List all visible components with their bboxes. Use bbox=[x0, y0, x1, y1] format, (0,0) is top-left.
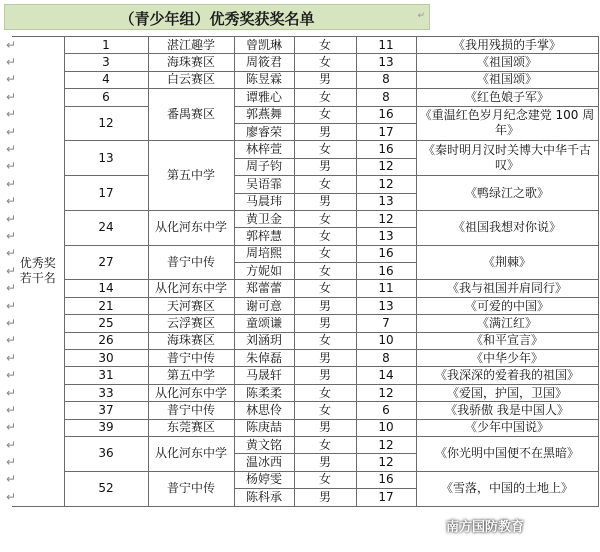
entry-number: 39 bbox=[64, 419, 148, 436]
age-cell: 10 bbox=[356, 419, 416, 436]
name-cell: 廖睿荣 bbox=[234, 123, 294, 140]
age-cell: 16 bbox=[356, 245, 416, 262]
work-cell: 《我骄傲 我是中国人》 bbox=[416, 402, 598, 419]
age-cell: 12 bbox=[356, 436, 416, 453]
gender-cell: 女 bbox=[294, 402, 356, 419]
unit-cell: 普宁中传 bbox=[148, 471, 234, 506]
entry-number: 33 bbox=[64, 384, 148, 401]
work-cell: 《你光明中国便不在黑暗》 bbox=[416, 436, 598, 471]
work-cell: 《雪落，中国的土地上》 bbox=[416, 471, 598, 506]
entry-number: 4 bbox=[64, 71, 148, 88]
unit-cell: 普宁中传 bbox=[148, 350, 234, 367]
age-cell: 12 bbox=[356, 454, 416, 471]
work-cell: 《祖国我想对你说》 bbox=[416, 210, 598, 245]
unit-cell: 湛江趣学 bbox=[148, 37, 234, 54]
name-cell: 陈科承 bbox=[234, 489, 294, 506]
return-mark-icon: ↵ bbox=[6, 107, 17, 122]
name-cell: 方妮如 bbox=[234, 263, 294, 280]
gender-cell: 女 bbox=[294, 471, 356, 488]
work-cell: 《秦时明月汉时关博大中华千古叹》 bbox=[416, 141, 598, 176]
name-cell: 吴语霏 bbox=[234, 176, 294, 193]
age-cell: 12 bbox=[356, 384, 416, 401]
name-cell: 周子钧 bbox=[234, 158, 294, 175]
gender-cell: 男 bbox=[294, 158, 356, 175]
entry-number: 25 bbox=[64, 315, 148, 332]
age-cell: 13 bbox=[356, 228, 416, 245]
table-row bbox=[4, 384, 598, 401]
gender-cell: 女 bbox=[294, 176, 356, 193]
entry-number: 1 bbox=[64, 37, 148, 54]
table-row bbox=[4, 280, 598, 297]
age-cell: 8 bbox=[356, 71, 416, 88]
age-cell: 8 bbox=[356, 350, 416, 367]
return-mark-icon: ↵ bbox=[6, 420, 17, 435]
age-cell: 16 bbox=[356, 263, 416, 280]
table-row bbox=[4, 436, 598, 453]
gender-cell: 男 bbox=[294, 315, 356, 332]
work-cell: 《我深深的爱着我的祖国》 bbox=[416, 367, 598, 384]
name-cell: 郭梓慧 bbox=[234, 228, 294, 245]
age-cell: 10 bbox=[356, 332, 416, 349]
table-row bbox=[4, 37, 598, 54]
return-mark-icon: ↵ bbox=[6, 263, 17, 278]
name-cell: 黄卫金 bbox=[234, 210, 294, 227]
age-cell: 11 bbox=[356, 280, 416, 297]
age-cell: 8 bbox=[356, 89, 416, 106]
age-cell: 14 bbox=[356, 367, 416, 384]
age-cell: 12 bbox=[356, 176, 416, 193]
gender-cell: 男 bbox=[294, 193, 356, 210]
awards-table bbox=[4, 36, 599, 507]
unit-cell: 第五中学 bbox=[148, 367, 234, 384]
name-cell: 林梓萱 bbox=[234, 141, 294, 158]
table-row bbox=[4, 89, 598, 106]
page-title: （青少年组）优秀奖获奖名单 bbox=[119, 10, 315, 28]
work-cell: 《中华少年》 bbox=[416, 350, 598, 367]
work-cell: 《和平宣言》 bbox=[416, 332, 598, 349]
return-mark-icon: ↵ bbox=[6, 176, 17, 191]
age-cell: 12 bbox=[356, 158, 416, 175]
return-mark-icon: ↵ bbox=[6, 228, 17, 243]
table-row bbox=[4, 350, 598, 367]
name-cell: 周筱君 bbox=[234, 54, 294, 71]
gender-cell: 女 bbox=[294, 141, 356, 158]
name-cell: 陈柔柔 bbox=[234, 384, 294, 401]
return-mark-icon: ↵ bbox=[6, 298, 17, 313]
name-cell: 温冰西 bbox=[234, 454, 294, 471]
table-row bbox=[4, 71, 598, 88]
work-cell: 《重温红色岁月纪念建党 100 周年》 bbox=[416, 106, 598, 141]
unit-cell: 从化河东中学 bbox=[148, 384, 234, 401]
watermark: 南方国防教育 bbox=[446, 520, 525, 535]
return-mark-icon: ↵ bbox=[6, 402, 17, 417]
age-cell: 16 bbox=[356, 141, 416, 158]
gender-cell: 男 bbox=[294, 367, 356, 384]
entry-number: 31 bbox=[64, 367, 148, 384]
entry-number: 13 bbox=[64, 141, 148, 176]
table-row bbox=[4, 176, 598, 193]
work-cell: 《祖国颂》 bbox=[416, 54, 598, 71]
gender-cell: 男 bbox=[294, 419, 356, 436]
name-cell: 郑蕾蕾 bbox=[234, 280, 294, 297]
gender-cell: 女 bbox=[294, 436, 356, 453]
work-cell: 《荆棘》 bbox=[416, 245, 598, 280]
gender-cell: 男 bbox=[294, 454, 356, 471]
name-cell: 黄文铭 bbox=[234, 436, 294, 453]
gender-cell: 男 bbox=[294, 350, 356, 367]
return-mark-icon: ↵ bbox=[6, 350, 17, 365]
entry-number: 37 bbox=[64, 402, 148, 419]
gender-cell: 男 bbox=[294, 489, 356, 506]
gender-cell: 女 bbox=[294, 37, 356, 54]
return-mark-icon: ↵ bbox=[6, 37, 17, 52]
unit-cell: 番禺赛区 bbox=[148, 89, 234, 141]
work-cell: 《红色娘子军》 bbox=[416, 89, 598, 106]
gender-cell: 男 bbox=[294, 71, 356, 88]
return-mark-icon: ↵ bbox=[6, 72, 17, 87]
gender-cell: 女 bbox=[294, 384, 356, 401]
return-mark-icon: ↵ bbox=[6, 55, 17, 70]
table-row bbox=[4, 471, 598, 488]
return-mark-icon: ↵ bbox=[6, 472, 17, 487]
entry-number: 26 bbox=[64, 332, 148, 349]
work-cell: 《祖国颂》 bbox=[416, 71, 598, 88]
return-mark-icon: ↵ bbox=[6, 89, 17, 104]
work-cell: 《可爱的中国》 bbox=[416, 297, 598, 314]
age-cell: 12 bbox=[356, 210, 416, 227]
entry-number: 30 bbox=[64, 350, 148, 367]
age-cell: 17 bbox=[356, 123, 416, 140]
unit-cell: 东莞赛区 bbox=[148, 419, 234, 436]
gender-cell: 女 bbox=[294, 210, 356, 227]
entry-number: 27 bbox=[64, 245, 148, 280]
name-cell: 朱倬磊 bbox=[234, 350, 294, 367]
table-row bbox=[4, 54, 598, 71]
return-mark-icon: ↵ bbox=[6, 368, 17, 383]
name-cell: 林思伶 bbox=[234, 402, 294, 419]
table-row bbox=[4, 297, 598, 314]
unit-cell: 普宁中传 bbox=[148, 245, 234, 280]
work-cell: 《我用残损的手掌》 bbox=[416, 37, 598, 54]
table-row bbox=[4, 245, 598, 262]
award-category: 优秀奖若干名 bbox=[12, 37, 64, 507]
table-row bbox=[4, 419, 598, 436]
gender-cell: 女 bbox=[294, 280, 356, 297]
age-cell: 11 bbox=[356, 37, 416, 54]
age-cell: 16 bbox=[356, 471, 416, 488]
name-cell: 陈昱霖 bbox=[234, 71, 294, 88]
return-mark-icon: ↵ bbox=[6, 455, 17, 470]
work-cell: 《少年中国说》 bbox=[416, 419, 598, 436]
gender-cell: 女 bbox=[294, 332, 356, 349]
age-cell: 7 bbox=[356, 315, 416, 332]
unit-cell: 从化河东中学 bbox=[148, 280, 234, 297]
return-mark-icon: ↵ bbox=[6, 142, 17, 157]
unit-cell: 海珠赛区 bbox=[148, 332, 234, 349]
table-row bbox=[4, 315, 598, 332]
gender-cell: 男 bbox=[294, 123, 356, 140]
entry-number: 24 bbox=[64, 210, 148, 245]
return-mark-icon: ↵ bbox=[6, 489, 17, 504]
return-mark-icon: ↵ bbox=[6, 437, 17, 452]
gender-cell: 女 bbox=[294, 245, 356, 262]
entry-number: 17 bbox=[64, 176, 148, 211]
return-mark-icon: ↵ bbox=[6, 159, 17, 174]
unit-cell: 天河赛区 bbox=[148, 297, 234, 314]
name-cell: 谭雅心 bbox=[234, 89, 294, 106]
name-cell: 马晨玮 bbox=[234, 193, 294, 210]
return-mark-icon: ↵ bbox=[417, 11, 425, 21]
age-cell: 17 bbox=[356, 489, 416, 506]
entry-number: 14 bbox=[64, 280, 148, 297]
entry-number: 21 bbox=[64, 297, 148, 314]
table-row bbox=[4, 210, 598, 227]
table-row bbox=[4, 367, 598, 384]
return-mark-icon: ↵ bbox=[6, 124, 17, 139]
work-cell: 《满江红》 bbox=[416, 315, 598, 332]
return-mark-icon: ↵ bbox=[6, 246, 17, 261]
entry-number: 6 bbox=[64, 89, 148, 106]
entry-number: 12 bbox=[64, 106, 148, 141]
work-cell: 《我与祖国并肩同行》 bbox=[416, 280, 598, 297]
unit-cell: 第五中学 bbox=[148, 141, 234, 211]
name-cell: 曾凯琳 bbox=[234, 37, 294, 54]
name-cell: 马晟轩 bbox=[234, 367, 294, 384]
unit-cell: 从化河东中学 bbox=[148, 210, 234, 245]
work-cell: 《爱国，护国，卫国》 bbox=[416, 384, 598, 401]
work-cell: 《鸭绿江之歌》 bbox=[416, 176, 598, 211]
age-cell: 16 bbox=[356, 106, 416, 123]
unit-cell: 从化河东中学 bbox=[148, 436, 234, 471]
entry-number: 36 bbox=[64, 436, 148, 471]
return-mark-icon: ↵ bbox=[6, 333, 17, 348]
name-cell: 周培熙 bbox=[234, 245, 294, 262]
gender-cell: 女 bbox=[294, 263, 356, 280]
name-cell: 陈庚喆 bbox=[234, 419, 294, 436]
return-mark-icon: ↵ bbox=[6, 385, 17, 400]
return-mark-icon: ↵ bbox=[6, 194, 17, 209]
gender-cell: 女 bbox=[294, 54, 356, 71]
title-banner bbox=[4, 4, 430, 30]
return-mark-icon: ↵ bbox=[6, 281, 17, 296]
age-cell: 13 bbox=[356, 54, 416, 71]
unit-cell: 海珠赛区 bbox=[148, 54, 234, 71]
age-cell: 13 bbox=[356, 297, 416, 314]
entry-number: 52 bbox=[64, 471, 148, 506]
table-row bbox=[4, 141, 598, 158]
table-row bbox=[4, 332, 598, 349]
gender-cell: 女 bbox=[294, 89, 356, 106]
unit-cell: 普宁中传 bbox=[148, 402, 234, 419]
return-mark-icon: ↵ bbox=[6, 315, 17, 330]
table-row bbox=[4, 106, 598, 123]
name-cell: 刘涵玥 bbox=[234, 332, 294, 349]
name-cell: 郭燕舞 bbox=[234, 106, 294, 123]
entry-number: 3 bbox=[64, 54, 148, 71]
name-cell: 谢可意 bbox=[234, 297, 294, 314]
table-row bbox=[4, 402, 598, 419]
age-cell: 6 bbox=[356, 402, 416, 419]
return-mark-icon: ↵ bbox=[6, 211, 17, 226]
gender-cell: 男 bbox=[294, 297, 356, 314]
gender-cell: 女 bbox=[294, 106, 356, 123]
name-cell: 童颂谦 bbox=[234, 315, 294, 332]
unit-cell: 云浮赛区 bbox=[148, 315, 234, 332]
unit-cell: 白云赛区 bbox=[148, 71, 234, 88]
age-cell: 13 bbox=[356, 193, 416, 210]
gender-cell: 女 bbox=[294, 228, 356, 245]
name-cell: 杨婷雯 bbox=[234, 471, 294, 488]
